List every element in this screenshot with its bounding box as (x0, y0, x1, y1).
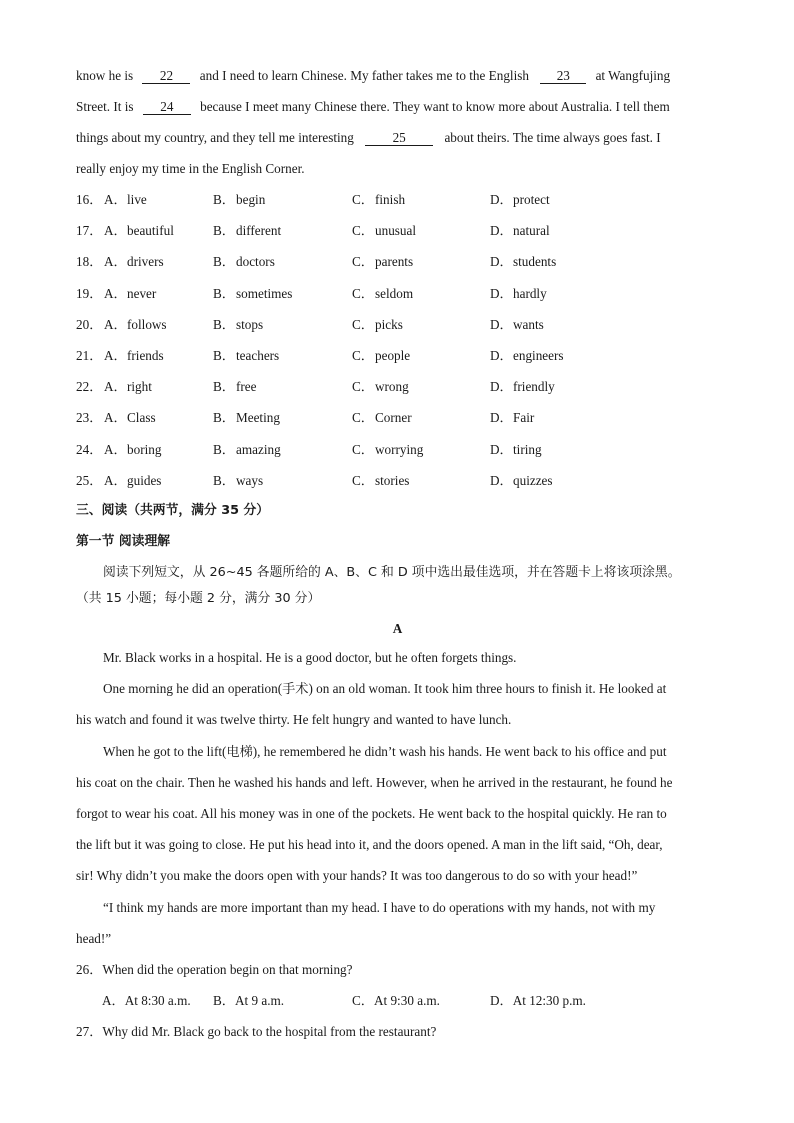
option-letter: B． (213, 441, 235, 457)
option-text: parents (375, 254, 414, 270)
option-letter: D． (490, 348, 513, 363)
cloze-text: things about my country, and they tell me interesting (76, 130, 354, 145)
option-letter: B． (213, 254, 235, 270)
option-c (352, 222, 416, 240)
option-row (76, 378, 726, 396)
option-row (76, 253, 726, 271)
option-letter: C． (352, 379, 374, 395)
option-letter: A． (104, 410, 127, 426)
cloze-text: know he is (76, 68, 134, 83)
option-letter: A． (104, 285, 127, 301)
option-row (76, 472, 726, 490)
question-26-option-b: B．At 9 a.m. (213, 993, 285, 1008)
option-text: tiring (513, 441, 542, 457)
option-text: worrying (375, 441, 424, 457)
question-number: 25． (76, 472, 103, 488)
option-letter: D． (490, 441, 513, 457)
option-b (213, 441, 281, 459)
option-letter: D． (490, 472, 513, 488)
passage-p3-line2: his coat on the chair. Then he washed his hands and left. However, when he arrived in the restaurant, he found he (76, 775, 673, 790)
option-text: Fair (513, 410, 535, 426)
passage-p3-line1: When he got to the lift(电梯), he remembered he didn’t wash his hands. He went back to his office and put (103, 744, 667, 759)
option-letter: B． (213, 316, 235, 332)
question-number: 17． (76, 223, 103, 239)
option-text: seldom (375, 285, 414, 301)
option-text: finish (375, 192, 406, 207)
passage-label: A (392, 621, 403, 636)
passage-p2-line1: One morning he did an operation(手术) on an old woman. It took him three hours to finish it. He looked at (103, 681, 667, 696)
option-letter: C． (352, 410, 374, 426)
part-heading: 第一节 阅读理解 (76, 534, 171, 549)
cloze-line-3 (76, 129, 719, 147)
option-text: friendly (513, 379, 555, 395)
option-text: guides (127, 472, 162, 488)
option-letter: B． (213, 379, 235, 395)
option-c (352, 191, 405, 209)
option-letter: C． (352, 316, 374, 332)
option-row (76, 285, 726, 303)
option-b (213, 253, 275, 271)
option-row (76, 347, 726, 365)
option-b (213, 347, 279, 365)
cloze-text: and I need to learn Chinese. My father takes me to the English (199, 68, 529, 83)
option-text: unusual (375, 223, 417, 239)
question-26-option-c: C．At 9:30 a.m. (352, 993, 440, 1008)
option-letter: C． (352, 223, 374, 239)
option-letter: D． (490, 192, 513, 207)
option-text: beautiful (127, 223, 174, 239)
question-26-stem: 26．When did the operation begin on that morning? (76, 962, 353, 977)
passage-p3-line4: the lift but it was going to close. He put his head into it, and the doors opened. A man in the lift said, “Oh, dear, (76, 837, 663, 852)
option-d (490, 222, 550, 240)
option-row (76, 441, 726, 459)
option-letter: D． (490, 223, 513, 239)
option-b (213, 222, 281, 240)
option-letter: B． (213, 472, 235, 488)
passage-p3-line5: sir! Why didn’t you make the doors open with your hands? It was too dangerous to do so with your head!” (76, 868, 638, 883)
option-b (213, 285, 292, 303)
question-number: 18． (76, 254, 103, 270)
option-letter: D． (490, 316, 513, 332)
option-a (104, 378, 152, 396)
option-letter: C． (352, 472, 374, 488)
option-d (490, 378, 555, 396)
blank-25: 25 (365, 130, 433, 146)
option-c (352, 378, 409, 396)
question-number: 23． (76, 410, 103, 426)
option-text: engineers (513, 348, 564, 363)
instruction-line-1: 阅读下列短文，从 26~45 各题所给的 A、B、C 和 D 项中选出最佳选项，并在答题卡上将该项涂黑。 (103, 565, 681, 580)
option-a (104, 253, 164, 271)
option-c (352, 285, 413, 303)
blank-22: 22 (142, 68, 190, 84)
cloze-text: Street. It is (76, 99, 134, 114)
option-letter: D． (490, 254, 513, 270)
option-text: picks (375, 316, 403, 332)
option-letter: A． (104, 348, 127, 363)
option-letter: C． (352, 254, 374, 270)
option-d (490, 285, 547, 303)
option-d (490, 409, 534, 427)
option-text: quizzes (513, 472, 553, 488)
option-letter: B． (213, 285, 235, 301)
option-row (76, 191, 726, 209)
option-text: wrong (375, 379, 409, 395)
option-text: drivers (127, 254, 164, 270)
option-a (104, 347, 164, 365)
cloze-line-2 (76, 98, 719, 116)
option-row (76, 222, 726, 240)
option-text: amazing (236, 441, 281, 457)
question-number: 20． (76, 316, 103, 332)
option-letter: B． (213, 192, 235, 207)
passage-p1: Mr. Black works in a hospital. He is a good doctor, but he often forgets things. (103, 650, 517, 665)
option-text: hardly (513, 285, 547, 301)
option-row (76, 409, 726, 427)
option-text: sometimes (236, 285, 293, 301)
blank-24: 24 (143, 99, 191, 115)
option-b (213, 472, 263, 490)
option-letter: A． (104, 223, 127, 239)
option-row (76, 316, 726, 334)
option-text: stops (236, 316, 264, 332)
option-text: Meeting (236, 410, 280, 426)
option-c (352, 441, 423, 459)
option-c (352, 472, 409, 490)
cloze-line-1 (76, 67, 719, 85)
option-d (490, 441, 542, 459)
option-c (352, 316, 403, 334)
option-text: wants (513, 316, 544, 332)
option-b (213, 378, 257, 396)
section-heading: 三、阅读（共两节，满分 35 分） (76, 503, 270, 518)
question-27-stem: 27．Why did Mr. Black go back to the hospital from the restaurant? (76, 1024, 437, 1039)
option-text: follows (127, 316, 167, 332)
option-letter: D． (490, 410, 513, 426)
option-letter: C． (352, 348, 374, 363)
question-number: 22． (76, 379, 103, 395)
option-a (104, 409, 156, 427)
blank-23: 23 (540, 68, 586, 84)
option-letter: C． (352, 285, 374, 301)
option-a (104, 316, 167, 334)
option-d (490, 347, 564, 365)
cloze-text: because I meet many Chinese there. They want to know more about Australia. I tell them (200, 99, 670, 114)
question-number: 21． (76, 348, 103, 363)
question-26-option-d: D．At 12:30 p.m. (490, 993, 586, 1008)
option-text: ways (236, 472, 264, 488)
option-text: boring (127, 441, 162, 457)
option-text: right (127, 379, 152, 395)
option-d (490, 316, 544, 334)
instruction-line-2: （共 15 小题；每小题 2 分，满分 30 分） (76, 591, 321, 606)
question-26-option-a: A．At 8:30 a.m. (102, 993, 191, 1008)
option-letter: A． (104, 441, 127, 457)
option-letter: B． (213, 410, 235, 426)
option-text: begin (236, 192, 266, 207)
option-text: never (127, 285, 157, 301)
option-b (213, 316, 263, 334)
option-text: natural (513, 223, 550, 239)
option-text: Class (127, 410, 156, 426)
option-d (490, 472, 553, 490)
option-letter: A． (104, 192, 127, 207)
option-c (352, 347, 410, 365)
option-a (104, 441, 161, 459)
option-letter: A． (104, 316, 127, 332)
option-letter: C． (352, 192, 374, 207)
passage-p4-line1: “I think my hands are more important than my head. I have to do operations with my hands, not with my (103, 900, 656, 915)
option-c (352, 253, 413, 271)
option-letter: B． (213, 348, 235, 363)
option-b (213, 409, 280, 427)
cloze-text: at Wangfujing (595, 68, 671, 83)
option-text: teachers (236, 348, 280, 363)
passage-p2-line2: his watch and found it was twelve thirty. He felt hungry and wanted to have lunch. (76, 712, 512, 727)
option-b (213, 191, 265, 209)
option-text: stories (375, 472, 410, 488)
passage-p4-line2: head!” (76, 931, 112, 946)
option-text: people (375, 348, 411, 363)
option-letter: B． (213, 223, 235, 239)
question-number: 24． (76, 441, 103, 457)
option-text: doctors (236, 254, 275, 270)
option-letter: C． (352, 441, 374, 457)
option-text: friends (127, 348, 164, 363)
option-letter: D． (490, 285, 513, 301)
question-number: 16． (76, 192, 103, 207)
option-text: Corner (375, 410, 412, 426)
option-text: different (236, 223, 282, 239)
option-text: free (236, 379, 257, 395)
option-text: students (513, 254, 557, 270)
option-text: live (127, 192, 147, 207)
option-d (490, 253, 556, 271)
cloze-line-4: really enjoy my time in the English Corner. (76, 161, 305, 176)
question-number: 19． (76, 285, 103, 301)
option-a (104, 191, 147, 209)
option-letter: A． (104, 254, 127, 270)
option-c (352, 409, 412, 427)
option-a (104, 472, 161, 490)
passage-p3-line3: forgot to wear his coat. All his money was in one of the pockets. He went back to the hospital quickly. He ran to (76, 806, 667, 821)
option-letter: D． (490, 379, 513, 395)
cloze-text: about theirs. The time always goes fast. I (444, 130, 661, 145)
option-a (104, 285, 156, 303)
option-text: protect (513, 192, 550, 207)
option-d (490, 191, 550, 209)
option-letter: A． (104, 472, 127, 488)
option-letter: A． (104, 379, 127, 395)
option-a (104, 222, 174, 240)
